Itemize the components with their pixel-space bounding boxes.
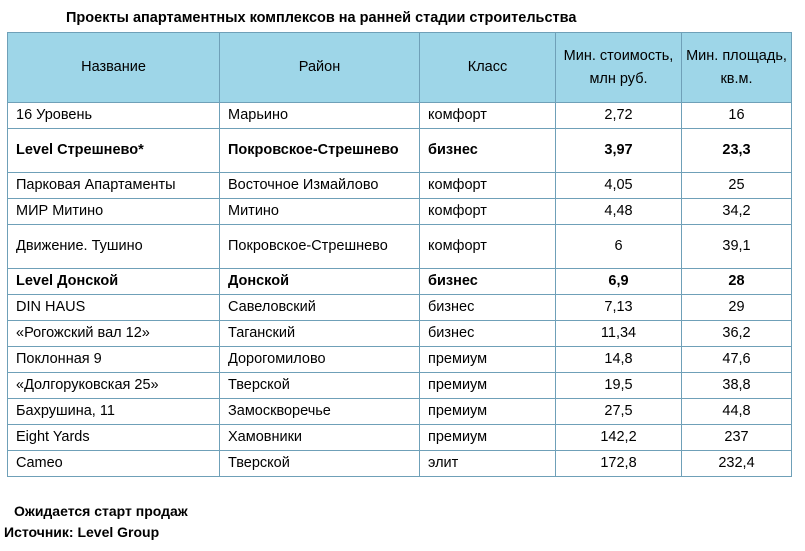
table-row [8,295,792,321]
table-row [8,347,792,373]
cell-district: Замоскворечье [220,399,420,425]
cell-class: элит [420,451,556,477]
cell-district: Хамовники [220,425,420,451]
cell-district: Дорогомилово [220,347,420,373]
cell-name: «Рогожский вал 12» [8,321,220,347]
cell-min-price: 3,97 [556,129,682,173]
cell-class: комфорт [420,173,556,199]
table-row [8,199,792,225]
cell-min-area: 28 [682,269,792,295]
table-row [8,173,792,199]
cell-min-area: 232,4 [682,451,792,477]
cell-min-area: 23,3 [682,129,792,173]
table-header-row [8,33,792,103]
cell-name: Движение. Тушино [8,225,220,269]
cell-class: бизнес [420,269,556,295]
cell-name: МИР Митино [8,199,220,225]
cell-min-price: 172,8 [556,451,682,477]
cell-min-price: 11,34 [556,321,682,347]
footnote: Ожидается старт продаж [14,503,188,519]
cell-min-area: 39,1 [682,225,792,269]
column-header-class: Класс [420,33,556,103]
column-header-district: Район [220,33,420,103]
table-row [8,321,792,347]
cell-min-area: 29 [682,295,792,321]
cell-min-price: 6,9 [556,269,682,295]
cell-min-price: 2,72 [556,103,682,129]
cell-name: 16 Уровень [8,103,220,129]
cell-district: Марьино [220,103,420,129]
cell-district: Покровское-Стрешнево [220,129,420,173]
cell-name: Поклонная 9 [8,347,220,373]
column-header-min-price: Мин. стоимость, млн руб. [556,33,682,103]
table-row [8,399,792,425]
cell-district: Тверской [220,373,420,399]
cell-class: комфорт [420,225,556,269]
cell-min-area: 237 [682,425,792,451]
cell-min-area: 36,2 [682,321,792,347]
cell-name: DIN HAUS [8,295,220,321]
cell-name: Eight Yards [8,425,220,451]
table-row [8,129,792,173]
cell-name: Парковая Апартаменты [8,173,220,199]
table-row [8,103,792,129]
cell-district: Митино [220,199,420,225]
cell-class: премиум [420,347,556,373]
cell-class: комфорт [420,103,556,129]
cell-min-area: 25 [682,173,792,199]
cell-min-price: 27,5 [556,399,682,425]
cell-class: бизнес [420,295,556,321]
cell-min-price: 4,48 [556,199,682,225]
column-header-name: Название [8,33,220,103]
cell-min-price: 6 [556,225,682,269]
cell-name: Level Донской [8,269,220,295]
cell-class: премиум [420,425,556,451]
cell-min-price: 142,2 [556,425,682,451]
cell-district: Покровское-Стрешнево [220,225,420,269]
cell-name: Cameo [8,451,220,477]
cell-class: комфорт [420,199,556,225]
cell-district: Восточное Измайлово [220,173,420,199]
cell-district: Донской [220,269,420,295]
cell-class: премиум [420,399,556,425]
cell-min-price: 19,5 [556,373,682,399]
cell-min-area: 16 [682,103,792,129]
cell-district: Таганский [220,321,420,347]
cell-min-area: 34,2 [682,199,792,225]
cell-min-price: 7,13 [556,295,682,321]
cell-min-area: 38,8 [682,373,792,399]
cell-district: Савеловский [220,295,420,321]
table-row [8,225,792,269]
cell-class: бизнес [420,129,556,173]
table-row [8,425,792,451]
table-row [8,451,792,477]
cell-class: премиум [420,373,556,399]
cell-district: Тверской [220,451,420,477]
cell-min-area: 47,6 [682,347,792,373]
cell-min-price: 14,8 [556,347,682,373]
cell-class: бизнес [420,321,556,347]
cell-name: «Долгоруковская 25» [8,373,220,399]
cell-min-area: 44,8 [682,399,792,425]
cell-name: Level Стрешнево* [8,129,220,173]
apartments-table [7,32,792,477]
column-header-min-area: Мин. площадь, кв.м. [682,33,792,103]
table-row [8,269,792,295]
cell-name: Бахрушина, 11 [8,399,220,425]
table-row [8,373,792,399]
cell-min-price: 4,05 [556,173,682,199]
source-note: Источник: Level Group [4,524,160,540]
table-body [8,103,792,477]
table-title: Проекты апартаментных комплексов на ранней стадии строительства [66,10,577,26]
